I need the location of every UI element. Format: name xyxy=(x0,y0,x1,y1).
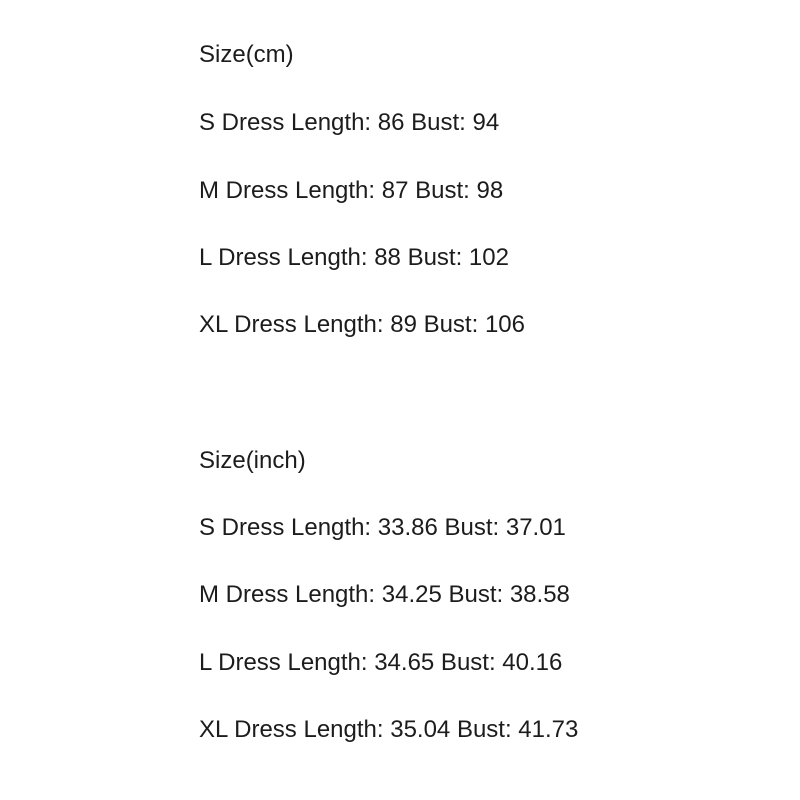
size-inch-heading: Size(inch) xyxy=(199,447,306,474)
size-cm-row-m: M Dress Length: 87 Bust: 98 xyxy=(199,177,504,204)
size-inch-row-l: L Dress Length: 34.65 Bust: 40.16 xyxy=(199,649,563,676)
size-cm-heading: Size(cm) xyxy=(199,41,294,68)
size-inch-row-xl: XL Dress Length: 35.04 Bust: 41.73 xyxy=(199,716,579,743)
size-inch-row-s: S Dress Length: 33.86 Bust: 37.01 xyxy=(199,514,566,541)
size-cm-row-xl: XL Dress Length: 89 Bust: 106 xyxy=(199,311,525,338)
size-inch-row-m: M Dress Length: 34.25 Bust: 38.58 xyxy=(199,581,570,608)
size-cm-row-l: L Dress Length: 88 Bust: 102 xyxy=(199,244,509,271)
size-cm-row-s: S Dress Length: 86 Bust: 94 xyxy=(199,109,500,136)
